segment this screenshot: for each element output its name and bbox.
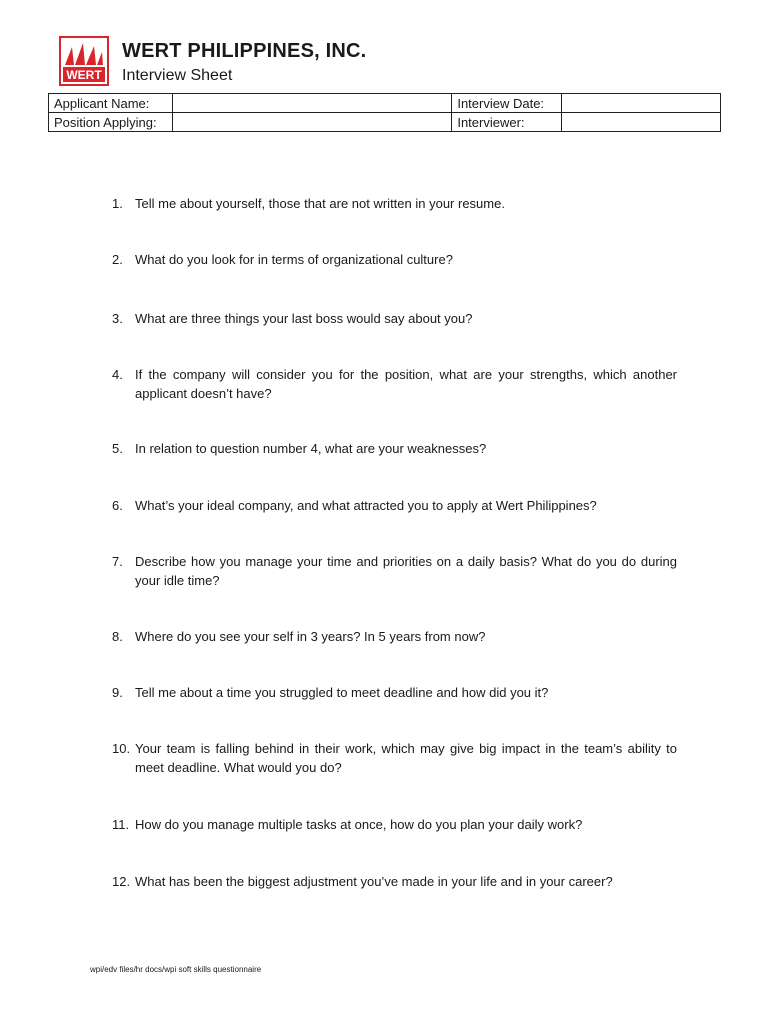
footer-file-path: wpi/edv files/hr docs/wpi soft skills questionnaire [90, 965, 262, 974]
question-number: 12. [112, 874, 131, 889]
table-row [49, 94, 721, 113]
question-number: 10. [112, 741, 131, 756]
interviewer-label: Interviewer: [452, 113, 562, 132]
applicant-name-label: Applicant Name: [49, 94, 173, 113]
question-text: What do you look for in terms of organizational culture? [135, 252, 453, 267]
question-number: 9. [112, 685, 123, 700]
table-row [49, 113, 721, 132]
question-item [112, 496, 677, 515]
question-number: 8. [112, 629, 123, 644]
question-number: 11. [112, 817, 130, 832]
question-item [112, 872, 677, 891]
interviewer-field[interactable] [562, 113, 721, 132]
question-item [112, 309, 677, 328]
question-text: How do you manage multiple tasks at once, how do you plan your daily work? [135, 817, 583, 832]
question-number: 2. [112, 252, 123, 267]
question-text: Your team is falling behind in their work, which may give big impact in the team’s ability to meet deadline. What would you do? [135, 741, 677, 775]
question-text: What are three things your last boss would say about you? [135, 311, 473, 326]
interview-date-field[interactable] [562, 94, 721, 113]
company-logo [59, 36, 109, 86]
question-text: Describe how you manage your time and priorities on a daily basis? What do you do during your idle time? [135, 554, 677, 588]
position-applying-field[interactable] [172, 113, 451, 132]
question-number: 4. [112, 367, 123, 382]
question-item [112, 365, 677, 403]
question-text: Tell me about a time you struggled to meet deadline and how did you it? [135, 685, 549, 700]
question-text: What’s your ideal company, and what attracted you to apply at Wert Philippines? [135, 498, 597, 513]
applicant-info-table [48, 93, 721, 132]
position-applying-label: Position Applying: [49, 113, 173, 132]
question-number: 5. [112, 441, 123, 456]
question-item [112, 683, 677, 702]
question-text: In relation to question number 4, what are your weaknesses? [135, 441, 487, 456]
logo-text: WERT [66, 68, 102, 82]
question-item [112, 815, 677, 834]
company-name: WERT PHILIPPINES, INC. [122, 40, 367, 62]
applicant-name-field[interactable] [172, 94, 451, 113]
interview-date-label: Interview Date: [452, 94, 562, 113]
question-number: 6. [112, 498, 123, 513]
document-title: Interview Sheet [122, 67, 233, 84]
question-item [112, 439, 677, 458]
question-item [112, 627, 677, 646]
question-text: Where do you see your self in 3 years? In 5 years from now? [135, 629, 486, 644]
question-number: 3. [112, 311, 123, 326]
question-text: What has been the biggest adjustment you’ve made in your life and in your career? [135, 874, 613, 889]
question-text: If the company will consider you for the position, what are your strengths, which another applicant doesn’t have? [135, 367, 677, 401]
question-item [112, 739, 677, 777]
question-number: 7. [112, 554, 123, 569]
question-text: Tell me about yourself, those that are not written in your resume. [135, 196, 505, 211]
question-item [112, 552, 677, 590]
question-item [112, 250, 677, 269]
question-item [112, 194, 677, 213]
question-number: 1. [112, 196, 123, 211]
